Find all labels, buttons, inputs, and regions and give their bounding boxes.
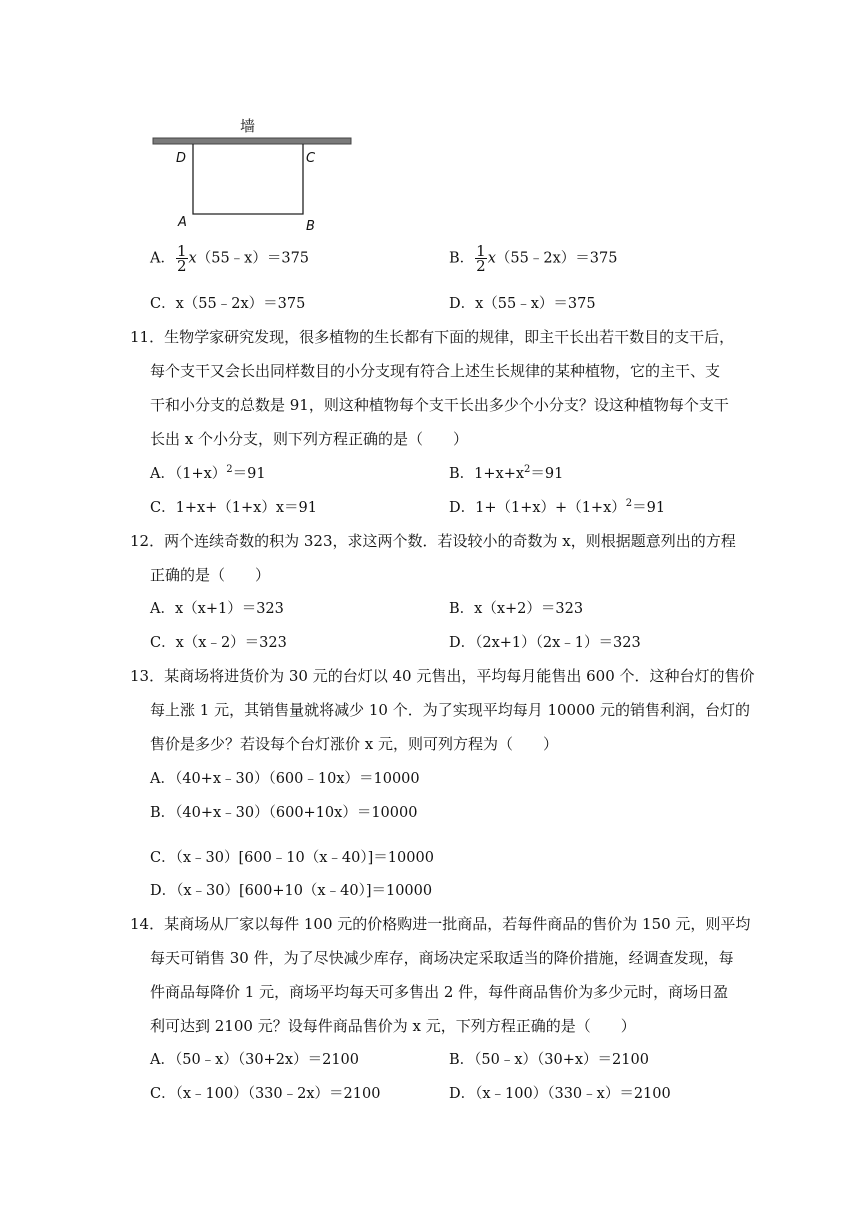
q11-stem-line3: 干和小分支的总数是 91，则这种植物每个支干长出多少个小分支？设这种植物每个支干 — [150, 396, 729, 414]
q12-option-b[interactable]: B．x（x+2）＝323 — [449, 601, 584, 617]
q11-stem-line1: 11．生物学家研究发现，很多植物的生长都有下面的规律，即主干长出若干数目的支干后， — [130, 328, 735, 346]
q11-d-rhs: ＝91 — [632, 500, 666, 516]
q12-stem-line2: 正确的是（ ） — [150, 566, 271, 584]
q14-option-a[interactable]: A．（50﹣x）（30+2x）＝2100 — [150, 1052, 360, 1068]
wall-bar — [153, 138, 351, 144]
q11-stem-line2: 每个支干又会长出同样数目的小分支现有符合上述生长规律的某种植物，它的主干、支 — [150, 362, 721, 380]
q10-b-prefix: B． — [449, 250, 475, 267]
q10-option-c[interactable]: C．x（55﹣2x）＝375 — [150, 296, 306, 312]
q14-stem-line4: 利可达到 2100 元？设每件商品售价为 x 元，下列方程正确的是（ ） — [150, 1017, 636, 1035]
q10-b-var: x — [487, 250, 496, 267]
q14-stem-line1: 14．某商场从厂家以每件 100 元的价格购进一批商品，若每件商品的售价为 150 元，则平均 — [130, 915, 751, 933]
q11-b-exponent: 2 — [524, 464, 531, 476]
label-c: C — [306, 151, 316, 166]
q13-option-b[interactable]: B．（40+x﹣30）（600+10x）＝10000 — [150, 805, 418, 821]
frac-num: 1 — [476, 242, 486, 260]
q11-a-text: A．（1+x） — [150, 466, 227, 482]
q11-b-rhs: ＝91 — [530, 466, 564, 482]
q14-option-b[interactable]: B．（50﹣x）（30+x）＝2100 — [449, 1052, 649, 1068]
wall-label: 墙 — [240, 117, 256, 135]
q13-option-c[interactable]: C．（x﹣30）[600﹣10（x﹣40）]＝10000 — [150, 850, 434, 866]
label-a: A — [178, 215, 187, 230]
q11-option-d[interactable] — [449, 496, 665, 517]
label-d: D — [176, 151, 187, 166]
q12-stem-line1: 12．两个连续奇数的积为 323，求这两个数．若设较小的奇数为 x，则根据题意列出的方程 — [130, 532, 736, 550]
q11-d-text: D．1+（1+x）+（1+x） — [449, 500, 626, 516]
fraction-one-half — [475, 244, 487, 273]
q14-stem-line2: 每天可销售 30 件，为了尽快减少库存，商场决定采取适当的降价措施，经调查发现，每 — [150, 949, 734, 967]
q11-d-exponent: 2 — [625, 498, 633, 510]
q11-stem-line4: 长出 x 个小分支，则下列方程正确的是（ ） — [150, 430, 468, 448]
label-b: B — [306, 219, 315, 232]
fraction-one-half — [176, 244, 188, 273]
q11-option-a[interactable] — [150, 462, 266, 483]
q13-stem-line1: 13．某商场将进货价为 30 元的台灯以 40 元售出，平均每月能售出 600 个．这种台灯的售价 — [130, 667, 755, 685]
q10-a-var: x — [188, 250, 197, 267]
q13-option-d[interactable]: D．（x﹣30）[600+10（x﹣40）]＝10000 — [150, 883, 433, 899]
q11-option-c[interactable]: C．1+x+（1+x）x＝91 — [150, 500, 317, 516]
q14-option-d[interactable]: D．（x﹣100）（330﹣x）＝2100 — [449, 1086, 671, 1102]
rectangle-abcd — [193, 144, 303, 214]
q13-option-a[interactable]: A．（40+x﹣30）（600﹣10x）＝10000 — [150, 771, 420, 787]
q10-a-rest: （55﹣x）＝375 — [196, 250, 310, 267]
q10-option-b[interactable] — [449, 244, 617, 273]
q10-a-prefix: A． — [150, 250, 175, 267]
frac-den: 2 — [476, 257, 486, 275]
q11-a-rhs: ＝91 — [232, 466, 266, 482]
q14-option-c[interactable]: C．（x﹣100）（330﹣2x）＝2100 — [150, 1086, 381, 1102]
frac-num: 1 — [176, 242, 187, 260]
q12-option-a[interactable]: A．x（x+1）＝323 — [150, 601, 284, 617]
q12-option-d[interactable]: D．（2x+1）（2x﹣1）＝323 — [449, 635, 641, 651]
q10-option-a[interactable] — [150, 244, 309, 273]
q10-option-d[interactable]: D．x（55﹣x）＝375 — [449, 296, 596, 312]
q12-option-c[interactable]: C．x（x﹣2）＝323 — [150, 635, 287, 651]
q13-stem-line2: 每上涨 1 元，其销售量就将减少 10 个．为了实现平均每月 10000 元的销售利润，台灯的 — [150, 701, 750, 719]
q10-b-rest: （55﹣2x）＝375 — [495, 250, 618, 267]
q14-stem-line3: 件商品每降价 1 元，商场平均每天可多售出 2 件，每件商品售价为多少元时，商场日盈 — [150, 983, 729, 1001]
q11-a-exponent: 2 — [226, 464, 233, 476]
frac-den: 2 — [176, 257, 187, 275]
wall-rectangle-figure — [150, 112, 360, 232]
q13-stem-line3: 售价是多少？若设每个台灯涨价 x 元，则可列方程为（ ） — [150, 735, 558, 753]
q11-option-b[interactable] — [449, 462, 563, 483]
q11-b-text: B．1+x+x — [449, 466, 525, 482]
